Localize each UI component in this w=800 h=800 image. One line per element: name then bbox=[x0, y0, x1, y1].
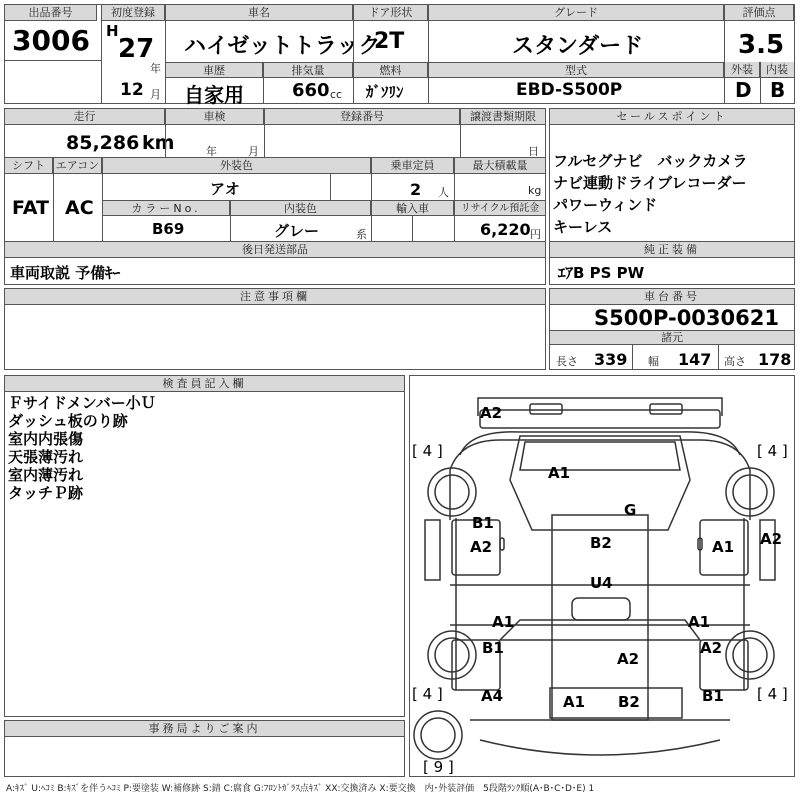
insp-year-unit: 年 bbox=[206, 145, 217, 158]
era: H bbox=[106, 22, 119, 40]
sales-list bbox=[553, 152, 793, 236]
inspector-label: 検査員記入欄 bbox=[5, 376, 404, 392]
load-label: 最大積載量 bbox=[455, 158, 545, 174]
mileage-label: 走行 bbox=[5, 109, 165, 125]
damage-mark: A4 bbox=[481, 687, 504, 705]
damage-mark: A1 bbox=[563, 693, 586, 711]
tire-label: [ 9 ] bbox=[423, 758, 454, 776]
mileage-unit: km bbox=[142, 132, 175, 154]
mileage: 85,286 bbox=[66, 132, 140, 154]
auction-no: 3006 bbox=[12, 24, 90, 57]
fuel-label: 燃料 bbox=[354, 63, 428, 78]
color-no-label: カラーNo. bbox=[103, 201, 230, 216]
reg-year: 27 bbox=[118, 34, 155, 64]
height-label: 高さ bbox=[724, 355, 746, 368]
inspector-item: 室内内張傷 bbox=[8, 430, 84, 448]
color-no: B69 bbox=[152, 220, 185, 238]
tire-label: [ 4 ] bbox=[412, 685, 443, 703]
interior-color: グレー bbox=[274, 222, 320, 240]
recycle-unit: 円 bbox=[530, 228, 541, 241]
damage-mark: A2 bbox=[480, 404, 503, 422]
transfer-label: 譲渡書類期限 bbox=[461, 109, 545, 125]
damage-mark: B2 bbox=[590, 534, 612, 552]
sales-item: キーレス bbox=[553, 218, 613, 236]
insp-month-unit: 月 bbox=[248, 145, 259, 158]
damage-mark: A1 bbox=[688, 613, 711, 631]
recycle: 6,220 bbox=[480, 220, 531, 239]
interior-color-label: 内装色 bbox=[231, 201, 371, 216]
notes-label: 注意事項欄 bbox=[5, 289, 545, 305]
import-label: 輸入車 bbox=[372, 201, 454, 216]
equip: ｴｱB PS PW bbox=[558, 264, 645, 282]
damage-mark: B1 bbox=[482, 639, 504, 657]
tire-label: [ 4 ] bbox=[757, 442, 788, 460]
inspector-item: Ｆサイドメンバー小Ｕ bbox=[8, 394, 156, 412]
history: 自家用 bbox=[184, 83, 244, 107]
damage-mark: A1 bbox=[548, 464, 571, 482]
interior-suffix: 系 bbox=[356, 228, 367, 241]
tire-label: [ 4 ] bbox=[412, 442, 443, 460]
ext-label: 外装 bbox=[725, 62, 760, 78]
door-label: ドア形状 bbox=[354, 5, 428, 21]
damage-mark: U4 bbox=[590, 574, 613, 592]
legend: A:ｷｽﾞ U:ﾍｺﾐ B:ｷｽﾞを伴うﾍｺﾐ P:要塗装 W:補修跡 S:錆 C:腐食 G:ﾌﾛﾝﾄｶﾞﾗｽ点ｷｽﾞ XX:交換済み X:要交換 内･外装評価 5段階ﾗﾝｸ順(A･B･C･D･E) 1 bbox=[6, 784, 595, 794]
car-name-label: 車名 bbox=[166, 5, 353, 21]
width: 147 bbox=[678, 350, 712, 369]
displacement-label: 排気量 bbox=[264, 63, 353, 78]
width-label: 幅 bbox=[648, 355, 659, 368]
inspection-label: 車検 bbox=[166, 109, 264, 125]
sales-item: パワーウィンド bbox=[553, 196, 658, 214]
later-parts: 車両取説 予備ｷｰ bbox=[10, 264, 121, 282]
damage-mark: A2 bbox=[470, 538, 493, 556]
model-label: 型式 bbox=[429, 63, 724, 78]
shift-label: シフト bbox=[5, 158, 53, 174]
damage-mark: A1 bbox=[712, 538, 735, 556]
int-grade: B bbox=[770, 78, 786, 102]
tire-label: [ 4 ] bbox=[757, 685, 788, 703]
fuel: ｶﾞｿﾘﾝ bbox=[366, 83, 404, 101]
car-name: ハイゼットトラック bbox=[184, 34, 381, 59]
height: 178 bbox=[758, 350, 792, 369]
regno-label: 登録番号 bbox=[265, 109, 460, 125]
spec-label: 諸元 bbox=[550, 331, 794, 345]
damage-mark: B2 bbox=[618, 693, 640, 711]
chassis-number: S500P-0030621 bbox=[594, 306, 779, 330]
ext-grade: D bbox=[735, 78, 752, 102]
model: EBD-S500P bbox=[516, 80, 623, 100]
ac: AC bbox=[65, 197, 94, 219]
later-label: 後日発送部品 bbox=[5, 242, 545, 258]
damage-mark: B1 bbox=[472, 514, 494, 532]
inspector-item: ダッシュ板のり跡 bbox=[8, 412, 128, 430]
sales-label: セールスポイント bbox=[550, 109, 794, 125]
history-label: 車歴 bbox=[166, 63, 263, 78]
auction-no-label: 出品番号 bbox=[5, 5, 97, 21]
damage-mark: A2 bbox=[617, 650, 640, 668]
grade-label: グレード bbox=[429, 5, 724, 21]
transfer-day-unit: 日 bbox=[528, 145, 539, 158]
length-label: 長さ bbox=[556, 355, 578, 368]
first-reg-label: 初度登録 bbox=[102, 5, 165, 21]
month-unit: 月 bbox=[150, 88, 161, 101]
int-label: 内装 bbox=[760, 62, 794, 78]
year-unit: 年 bbox=[150, 62, 161, 75]
score-label: 評価点 bbox=[725, 5, 794, 21]
inspector-item: タッチＰ跡 bbox=[8, 484, 84, 502]
door: 2T bbox=[374, 29, 405, 54]
chassis-label: 車台番号 bbox=[550, 289, 794, 305]
color: アオ bbox=[210, 180, 240, 198]
damage-mark: B1 bbox=[702, 687, 724, 705]
damage-mark: G bbox=[624, 501, 637, 519]
damage-mark: A2 bbox=[700, 639, 723, 657]
sales-item: ナビ連動ドライブレコーダー bbox=[553, 174, 747, 192]
equip-label: 純正装備 bbox=[550, 242, 794, 258]
damage-mark: A1 bbox=[492, 613, 515, 631]
sales-item: フルセグナビ バックカメラ bbox=[553, 152, 748, 170]
reg-month: 12 bbox=[120, 80, 144, 100]
ac-label: エアコン bbox=[54, 158, 102, 174]
office-label: 事務局よりご案内 bbox=[5, 721, 404, 737]
damage-mark: A2 bbox=[760, 530, 783, 548]
inspector-item: 室内薄汚れ bbox=[8, 466, 84, 484]
load-unit: kg bbox=[528, 184, 542, 197]
length: 339 bbox=[594, 350, 628, 369]
inspector-list bbox=[8, 394, 398, 502]
capacity-unit: 人 bbox=[438, 186, 449, 199]
capacity: 2 bbox=[410, 180, 422, 199]
score: 3.5 bbox=[738, 30, 785, 60]
grade: スタンダード bbox=[512, 34, 644, 59]
displacement: 660 bbox=[292, 80, 330, 101]
displacement-unit: cc bbox=[330, 88, 343, 101]
recycle-label: リサイクル預託金 bbox=[455, 201, 545, 216]
capacity-label: 乗車定員 bbox=[372, 158, 454, 174]
shift: FAT bbox=[12, 197, 49, 219]
color-label: 外装色 bbox=[103, 158, 371, 174]
inspector-item: 天張薄汚れ bbox=[8, 448, 84, 466]
